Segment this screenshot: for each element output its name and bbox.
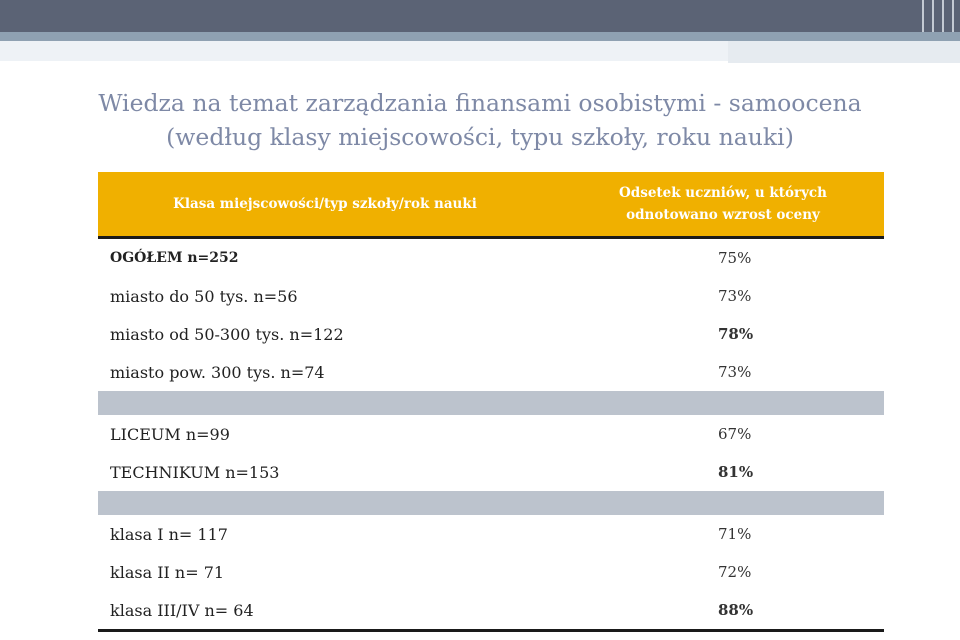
table-row [98, 553, 884, 591]
row-label: miasto pow. 300 tys. n=74 [110, 362, 325, 382]
row-value: 88% [562, 591, 884, 631]
decorative-vertical-lines [922, 0, 960, 32]
top-decorative-strip [0, 32, 960, 41]
row-label: LICEUM n=99 [110, 424, 230, 444]
table-row [98, 453, 884, 491]
row-value: 73% [718, 363, 752, 381]
table-row [98, 591, 884, 631]
row-value: 73% [718, 287, 752, 305]
results-table [98, 172, 884, 632]
slide-title-line-1: Wiedza na temat zarządzania finansami osobistymi - samoocena [98, 89, 862, 117]
top-decorative-notch [728, 41, 960, 63]
header-value-line-1: Odsetek uczniów, u których [619, 185, 827, 201]
table-row [98, 353, 884, 391]
table-row [98, 238, 884, 278]
header-category: Klasa miejscowości/typ szkoły/rok nauki [98, 172, 562, 238]
row-value: 71% [718, 525, 752, 543]
row-label: OGÓŁEM n=252 [110, 250, 239, 266]
row-label: klasa III/IV n= 64 [98, 591, 562, 631]
row-label: miasto do 50 tys. n=56 [110, 286, 298, 306]
row-value: 78% [718, 325, 754, 343]
row-label: miasto od 50-300 tys. n=122 [110, 324, 344, 344]
row-value: 67% [718, 425, 752, 443]
table-row [98, 515, 884, 553]
row-value: 72% [718, 563, 752, 581]
separator-row [98, 491, 884, 515]
row-value: 75% [718, 249, 752, 267]
separator-row [98, 391, 884, 415]
table-row [98, 315, 884, 353]
table-row [98, 277, 884, 315]
row-label: klasa I n= 117 [110, 524, 228, 544]
table-header-row [98, 172, 884, 238]
header-value [562, 172, 884, 238]
top-decorative-bar [0, 0, 960, 32]
header-value-line-2: odnotowano wzrost oceny [626, 207, 820, 223]
row-value: 81% [718, 463, 754, 481]
slide-title-line-2: (według klasy miejscowości, typu szkoły, roku nauki) [166, 123, 794, 151]
row-label: TECHNIKUM n=153 [110, 462, 280, 482]
table-row [98, 415, 884, 453]
slide-title [40, 86, 920, 154]
row-label: klasa II n= 71 [110, 562, 225, 582]
